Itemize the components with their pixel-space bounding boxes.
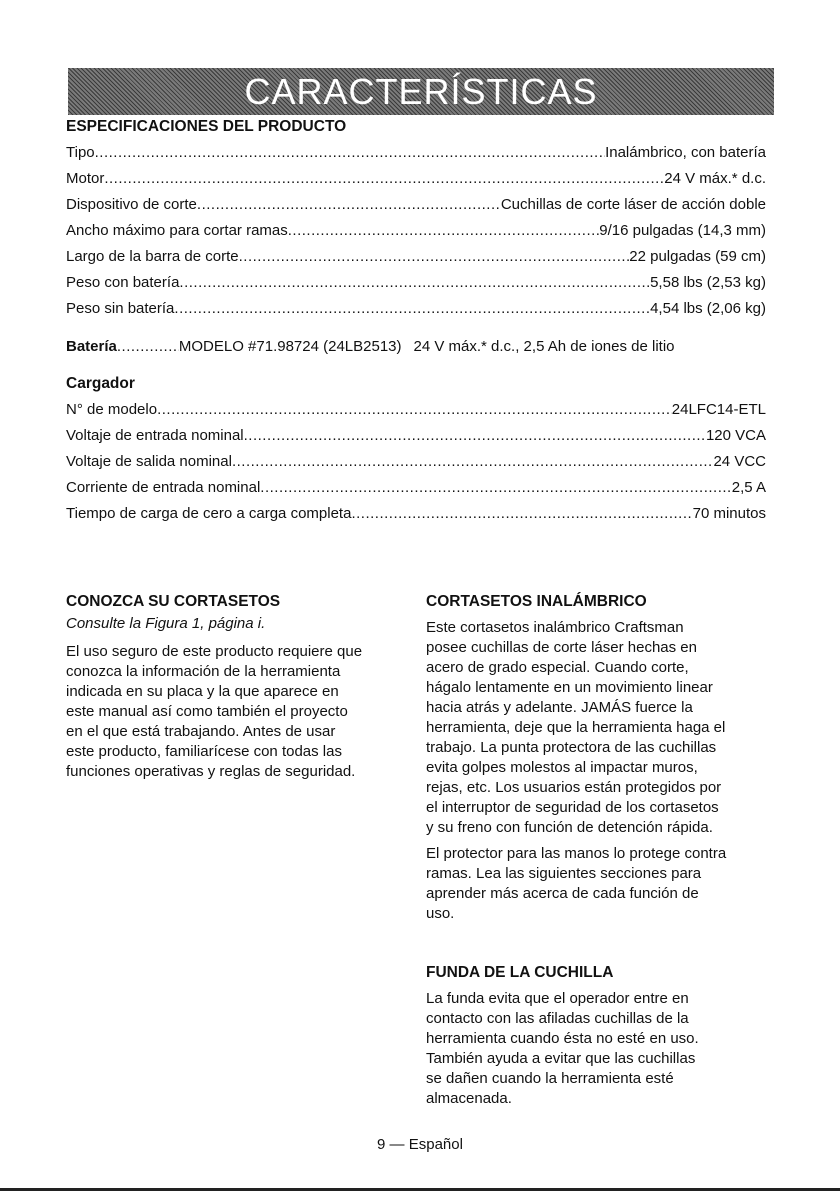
- spec-label: Corriente de entrada nominal: [66, 479, 261, 496]
- inalambrico-paragraph-1: [426, 618, 776, 838]
- text-line: herramienta, deje que la herramienta haga el: [426, 719, 726, 736]
- text-line: evita golpes molestos al impactar muros,: [426, 759, 698, 776]
- conozca-section: [66, 592, 406, 782]
- spec-value: 2,5 A: [731, 479, 766, 496]
- spec-label: Largo de la barra de corte: [66, 248, 239, 265]
- spec-row: [66, 423, 766, 449]
- funda-heading: FUNDA DE LA CUCHILLA: [426, 964, 614, 981]
- bateria-leader: [117, 338, 179, 355]
- spec-label: Voltaje de salida nominal: [66, 453, 232, 470]
- text-line: contacto con las afiladas cuchillas de la: [426, 1010, 689, 1027]
- section-banner: [68, 68, 774, 115]
- spec-value: 120 VCA: [705, 427, 766, 444]
- text-line: este manual así como también el proyecto: [66, 703, 348, 720]
- text-line: este producto, familiarícese con todas las: [66, 743, 342, 760]
- spec-value: 5,58 lbs (2,53 kg): [650, 274, 766, 291]
- dot-leader: [157, 397, 672, 423]
- text-line: trabajo. La punta protectora de las cuchillas: [426, 739, 717, 756]
- conozca-paragraph: [66, 642, 406, 782]
- spec-label: Motor: [66, 170, 105, 187]
- spec-label: Tipo: [66, 144, 95, 161]
- spec-row: [66, 296, 766, 322]
- banner-title: CARACTERÍSTICAS: [244, 70, 598, 112]
- spec-row: [66, 270, 766, 296]
- text-line: rejas, etc. Los usuarios están protegidos por: [426, 779, 722, 796]
- cargador-list: [66, 397, 766, 527]
- spec-label: Dispositivo de corte: [66, 196, 197, 213]
- text-line: en el que está trabajando. Antes de usar: [66, 723, 336, 740]
- spec-label: Peso sin batería: [66, 300, 175, 317]
- text-line: almacenada.: [426, 1090, 512, 1107]
- text-line: El uso seguro de este producto requiere que: [66, 643, 363, 660]
- spec-row: [66, 192, 766, 218]
- dot-leader: [174, 296, 650, 322]
- text-line: aprender más acerca de cada función de: [426, 885, 699, 902]
- bateria-label: Batería: [66, 338, 117, 355]
- spec-value: 4,54 lbs (2,06 kg): [650, 300, 766, 317]
- specs-heading: ESPECIFICACIONES DEL PRODUCTO: [66, 118, 347, 135]
- dot-leader: [95, 140, 605, 166]
- spec-row: [66, 140, 766, 166]
- text-line: La funda evita que el operador entre en: [426, 990, 689, 1007]
- inalambrico-heading: CORTASETOS INALÁMBRICO: [426, 593, 647, 610]
- text-line: hacia atrás y adelante. JAMÁS fuerce la: [426, 699, 693, 716]
- specs-list: [66, 140, 766, 322]
- text-line: el interruptor de seguridad de los cortasetos: [426, 799, 719, 816]
- spec-row: [66, 166, 766, 192]
- bateria-value: 24 V máx.* d.c., 2,5 Ah de iones de litio: [413, 338, 675, 355]
- text-line: acero de grado especial. Cuando corte,: [426, 659, 689, 676]
- text-line: Este cortasetos inalámbrico Craftsman: [426, 619, 684, 636]
- spec-label: N° de modelo: [66, 401, 158, 418]
- text-line: hágalo lentamente en un movimiento linear: [426, 679, 713, 696]
- cargador-heading: Cargador: [66, 375, 135, 392]
- dot-leader: [260, 475, 732, 501]
- inalambrico-paragraph-2: [426, 844, 776, 924]
- spec-row: [66, 218, 766, 244]
- text-line: ramas. Lea las siguientes secciones para: [426, 865, 702, 882]
- conozca-heading: CONOZCA SU CORTASETOS: [66, 593, 281, 610]
- bateria-model: MODELO #71.98724 (24LB2513): [178, 338, 402, 355]
- spec-row: [66, 244, 766, 270]
- spec-row: [66, 501, 766, 527]
- dot-leader: [197, 192, 501, 218]
- spec-value: 24LFC14-ETL: [671, 401, 766, 418]
- text-line: se dañen cuando la herramienta esté: [426, 1070, 674, 1087]
- spec-row: [66, 397, 766, 423]
- text-line: uso.: [426, 905, 455, 922]
- page-footer: 9 — Español: [377, 1136, 463, 1153]
- spec-label: Tiempo de carga de cero a carga completa: [66, 505, 352, 522]
- dot-leader: [104, 166, 664, 192]
- bateria-row: [66, 338, 766, 355]
- spec-row: [66, 475, 766, 501]
- spec-value: Cuchillas de corte láser de acción doble: [500, 196, 766, 213]
- funda-paragraph: [426, 989, 776, 1109]
- funda-section: [426, 963, 776, 1115]
- dot-leader: [232, 449, 714, 475]
- text-line: El protector para las manos lo protege contra: [426, 845, 727, 862]
- text-line: herramienta cuando ésta no esté en uso.: [426, 1030, 699, 1047]
- spec-label: Voltaje de entrada nominal: [66, 427, 244, 444]
- conozca-subtitle: Consulte la Figura 1, página i.: [66, 615, 266, 632]
- dot-leader: [351, 501, 692, 527]
- text-line: También ayuda a evitar que las cuchillas: [426, 1050, 696, 1067]
- spec-label: Peso con batería: [66, 274, 180, 291]
- text-line: y su freno con función de detención rápida.: [426, 819, 713, 836]
- text-line: indicada en su placa y la que aparece en: [66, 683, 339, 700]
- dot-leader: [179, 270, 650, 296]
- inalambrico-section: [426, 592, 776, 930]
- dot-leader: [239, 244, 630, 270]
- spec-value: 9/16 pulgadas (14,3 mm): [599, 222, 766, 239]
- dot-leader: [244, 423, 706, 449]
- spec-row: [66, 449, 766, 475]
- spec-value: 24 VCC: [713, 453, 766, 470]
- spec-value: Inalámbrico, con batería: [605, 144, 766, 161]
- text-line: posee cuchillas de corte láser hechas en: [426, 639, 697, 656]
- text-line: funciones operativas y reglas de seguridad.: [66, 763, 356, 780]
- text-line: conozca la información de la herramienta: [66, 663, 341, 680]
- spec-label: Ancho máximo para cortar ramas: [66, 222, 288, 239]
- spec-value: 22 pulgadas (59 cm): [629, 248, 766, 265]
- spec-value: 24 V máx.* d.c.: [664, 170, 766, 187]
- dot-leader: [288, 218, 599, 244]
- spec-value: 70 minutos: [692, 505, 766, 522]
